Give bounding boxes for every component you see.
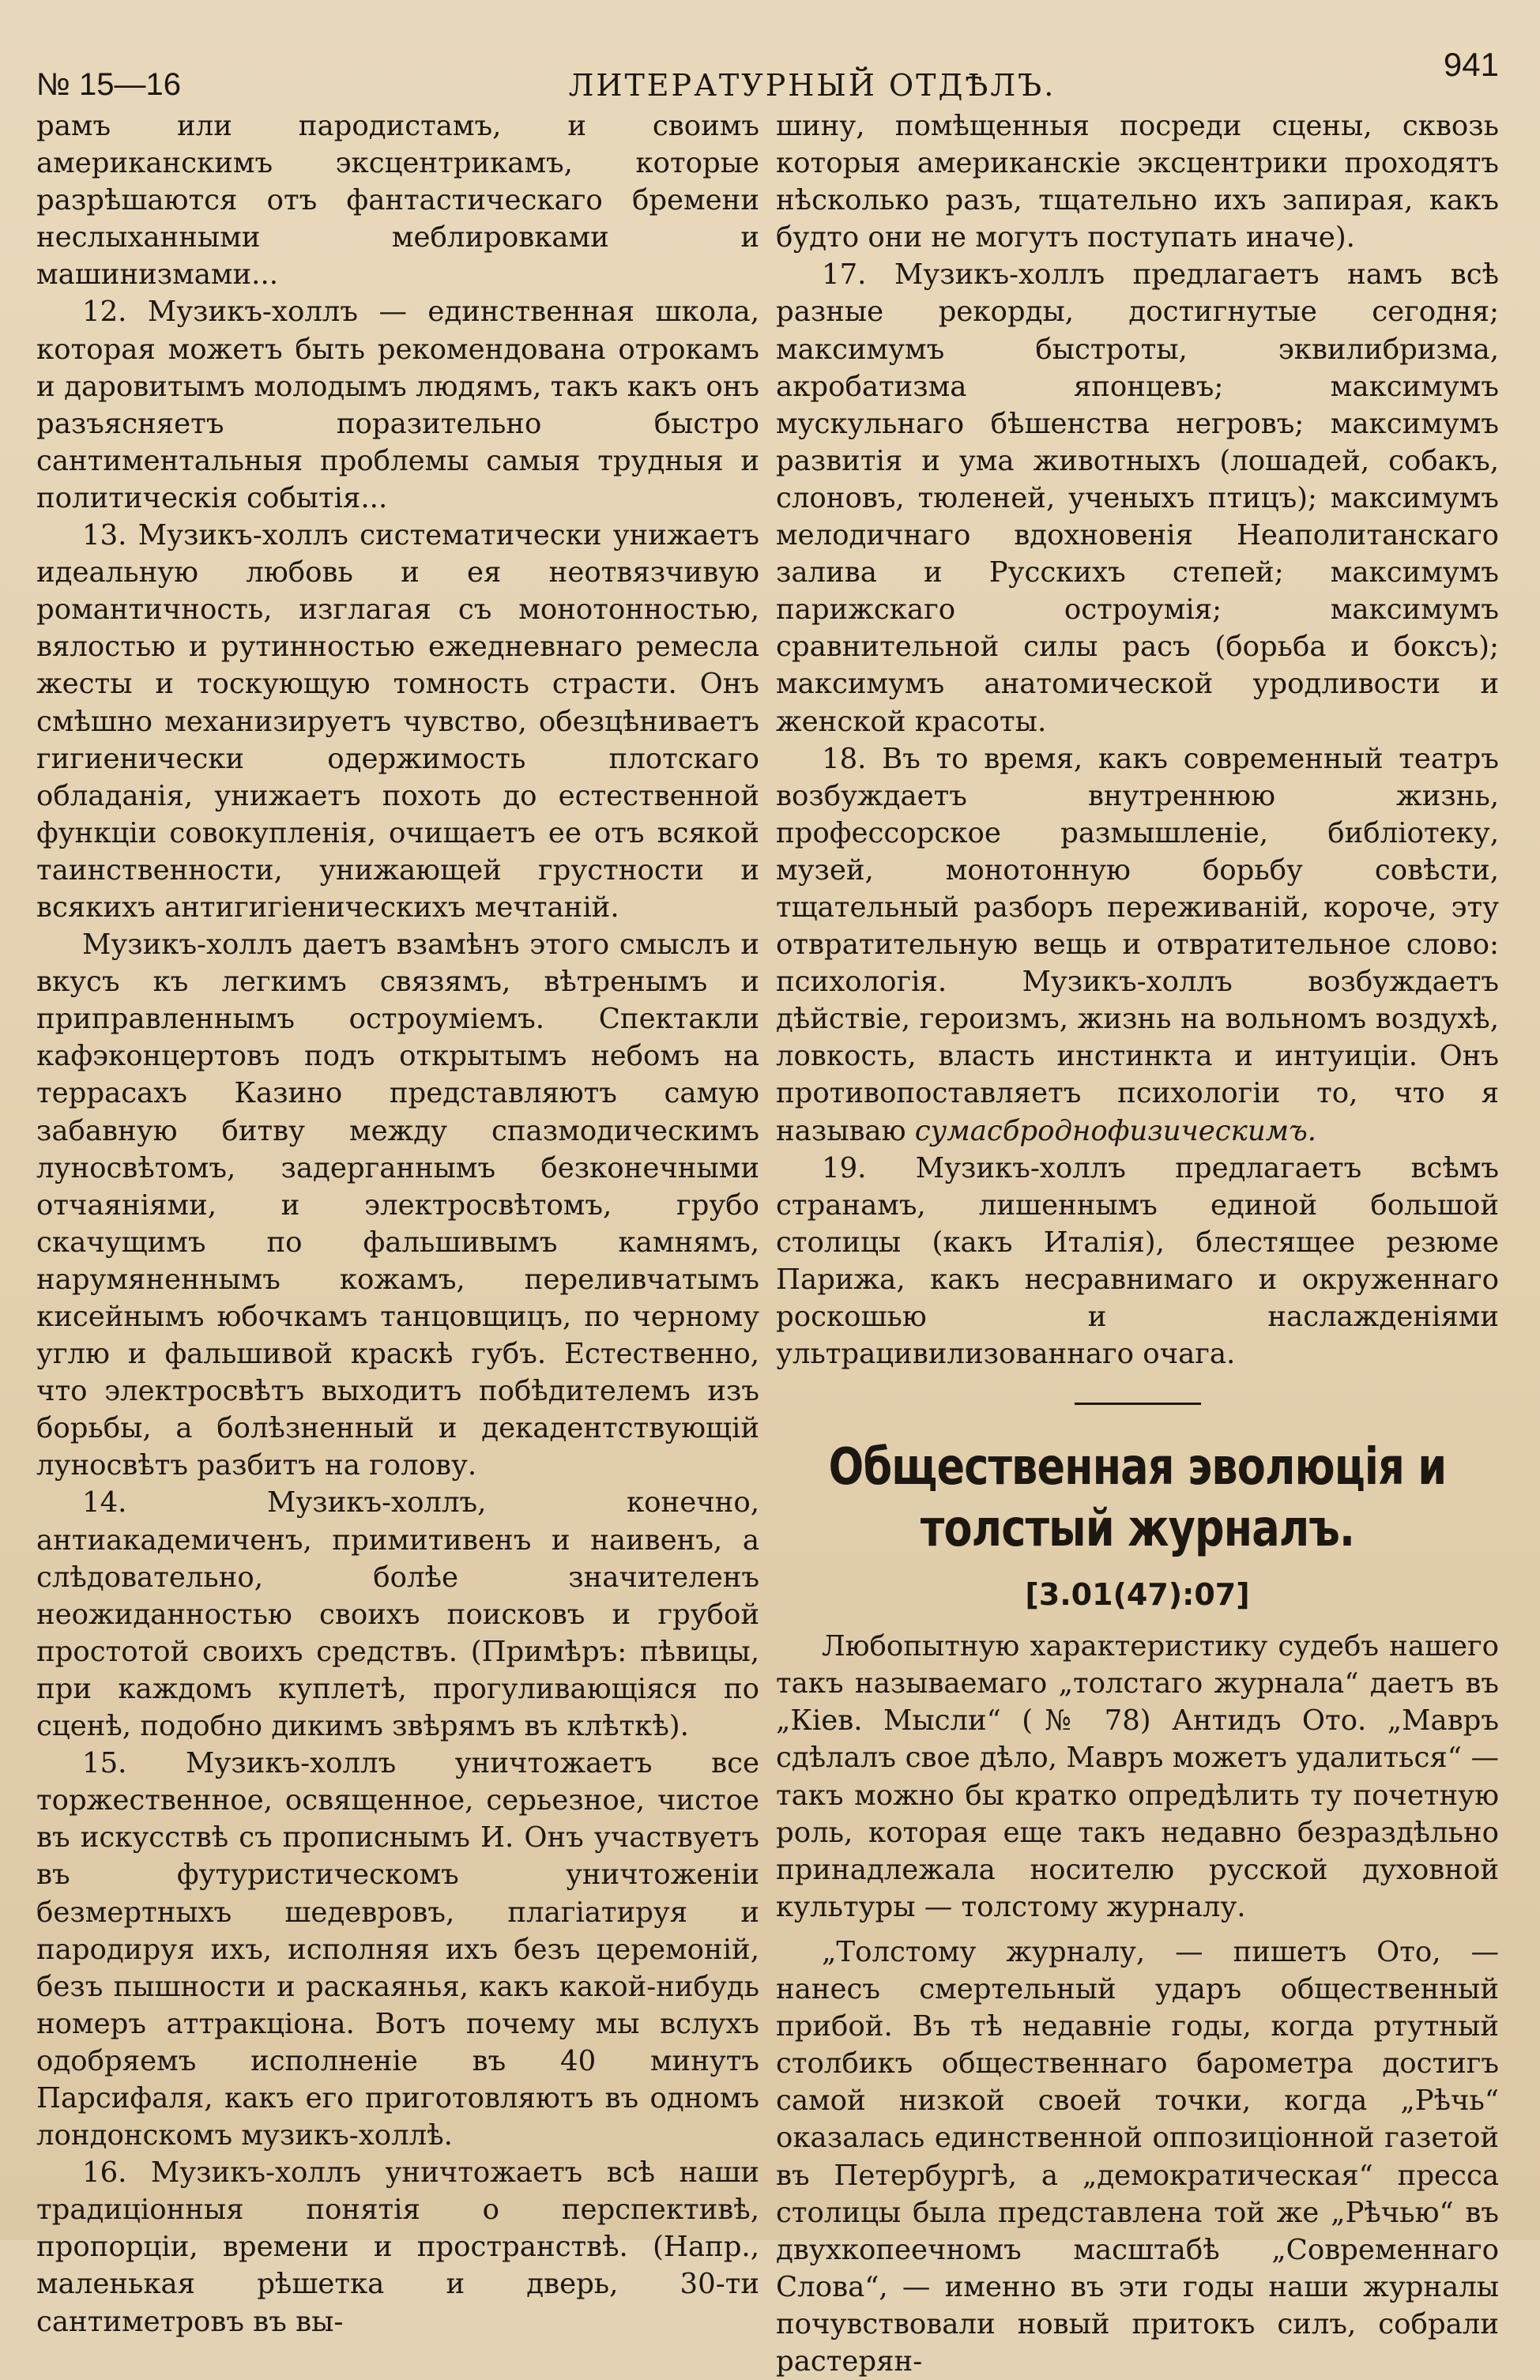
paragraph-14: 14. Музикъ-холлъ, конечно, антиакадемиченъ, примитивенъ и наивенъ, а слѣдовательно, болѣе значителенъ неожиданностью своихъ поисковъ и грубой простотой своихъ средствъ. (Примѣръ: пѣвицы, при каждомъ куплетѣ, прогуливающіяся по сценѣ, подобно дикимъ звѣрямъ въ клѣткѣ). — [36, 1486, 759, 1743]
paragraph-16: 16. Музикъ-холлъ уничтожаетъ всѣ наши традиціонныя понятія о перспективѣ, пропорціи, времени и пространствѣ. (Напр., маленькая рѣшетка и дверь, 30-ти сантиметровъ въ вы- — [36, 2156, 759, 2338]
text-columns — [36, 107, 1499, 2380]
paragraph-17: 17. Музикъ-холлъ предлагаетъ намъ всѣ разные рекорды, достигнутые сегодня; максимумъ быстроты, эквилибризма, акробатизма японцевъ; максимумъ мускульнаго бѣшенства негровъ; максимумъ развитія и ума животныхъ (лошадей, собакъ, слоновъ, тюленей, ученыхъ птицъ); максимумъ мелодичнаго вдохновенія Неаполитанскаго залива и Русскихъ степей; максимумъ парижскаго остроумія; максимумъ сравнительной силы расъ (борьба и боксъ); максимумъ анатомической уродливости и женской красоты. — [776, 258, 1499, 738]
paragraph-18 — [776, 740, 1499, 1150]
paragraph-13: 13. Музикъ-холлъ систематически унижаетъ идеальную любовь и ея неотвязчивую романтичность, изглагая съ монотонностью, вялостью и рутинностью ежедневнаго ремесла жесты и тоскующую томность страсти. Онъ смѣшно механизируетъ чувство, обезцѣниваетъ гигиенически одержимость плотскаго обладанія, унижаетъ похоть до естественной функціи совокупленія, очищаетъ ее отъ всякой таинственности, унижающей грустности и всякихъ антигигіеническихъ мечтаній. — [36, 519, 759, 924]
right-column — [776, 107, 1499, 2380]
article-paragraph-1: Любопытную характеристику судебъ нашего такъ называемаго „толстаго журнала“ даетъ въ „Кіев. Мысли“ (№ 78) Антидъ Ото. „Мавръ сдѣлалъ свое дѣло, Мавръ можетъ удалиться“ — такъ можно бы кратко опредѣлить ту почетную роль, которая еще такъ недавно безраздѣльно принадлежала носителю русской духовной культуры — толстому журналу. — [776, 1630, 1499, 1923]
page-header — [36, 40, 1499, 103]
paragraph-19: 19. Музикъ-холлъ предлагаетъ всѣмъ странамъ, лишеннымъ единой большой столицы (какъ Италія), блестящее резюме Парижа, какъ несравнимаго и окруженнаго роскошью и наслажденіями ультрацивилизованнаго очага. — [776, 1151, 1499, 1371]
section-title: ЛИТЕРАТУРНЫЙ ОТДѢЛЪ. — [568, 68, 1056, 103]
article-paragraph-2: „Толстому журналу, — пишетъ Ото, — нанесъ смертельный ударъ общественный прибой. Въ тѣ недавніе годы, когда ртутный столбикъ общественнаго барометра достигъ самой низкой своей точки, когда „Рѣчь“ оказалась единственной оппозиціонной газетой въ Петербургѣ, а „демократическая“ пресса столицы была представлена той же „Рѣчью“ въ двухкопеечномъ масштабѣ „Современнаго Слова“, — именно въ эти годы наши журналы почувствовали новый притокъ силъ, собрали растерян- — [776, 1935, 1499, 2378]
paragraph-12: 12. Музикъ-холлъ — единственная школа, которая можетъ быть рекомендована отрокамъ и даровитымъ молодымъ людямъ, такъ какъ онъ разъясняетъ поразительно быстро сантиментальныя проблемы самыя трудныя и политическія событія... — [36, 296, 759, 514]
issue-number: № 15—16 — [36, 67, 182, 102]
section-divider — [1075, 1403, 1201, 1405]
paragraph-18-text: 18. Въ то время, какъ современный театръ возбуждаетъ внутреннюю жизнь, профессорское размышленіе, библіотеку, музей, монотонную борьбу совѣсти, тщательный разборъ переживаній, короче, эту отвратительную вещь и отвратительное слово: психологія. Музикъ-холлъ возбуждаетъ дѣйствіе, героизмъ, жизнь на вольномъ воздухѣ, ловкость, власть инстинкта и интуиціи. Онъ противопоставляетъ психологіи то, что я называю — [776, 742, 1499, 1147]
page-number: 941 — [1443, 46, 1499, 83]
paragraph-16-cont: шину, помѣщенныя посреди сцены, сквозь которыя американскіе эксцентрики проходятъ нѣсколько разъ, тщательно ихъ запирая, какъ будто они не могутъ поступать иначе). — [776, 110, 1499, 254]
article-title: Общественная эволюція и толстый журналъ. — [828, 1438, 1447, 1559]
article-code: [3.01(47):07] — [1025, 1577, 1250, 1613]
paragraph-15: 15. Музикъ-холлъ уничтожаетъ все торжественное, освященное, серьезное, чистое въ искусствѣ съ прописнымъ И. Онъ участвуетъ въ футуристическомъ уничтоженіи безмертныхъ шедевровъ, плагіатируя и пародируя ихъ, исполняя ихъ безъ церемоній, безъ пышности и раскаянья, какъ какой-нибудь номеръ аттракціона. Вотъ почему мы вслухъ одобряемъ исполненіе въ 40 минутъ Парсифаля, какъ его приготовляютъ въ одномъ лондонскомъ музикъ-холлѣ. — [36, 1747, 759, 2152]
left-column — [36, 107, 759, 2380]
paragraph-13-cont: Музикъ-холлъ даетъ взамѣнъ этого смыслъ и вкусъ къ легкимъ связямъ, вѣтренымъ и приправленнымъ остроуміемъ. Спектакли кафэконцертовъ подъ открытымъ небомъ на террасахъ Казино представляютъ самую забавную битву между спазмодическимъ луносвѣтомъ, задерганнымъ безконечными отчаяніями, и электросвѣтомъ, грубо скачущимъ по фальшивымъ камнямъ, нарумяненнымъ кожамъ, переливчатымъ кисейнымъ юбочкамъ танцовщицъ, по черному углю и фальшивой краскѣ губъ. Естественно, что электросвѣтъ выходитъ побѣдителемъ изъ борьбы, а болѣзненный и декадентствующій луносвѣтъ разбитъ на голову. — [36, 928, 759, 1482]
paragraph-continued: рамъ или пародистамъ, и своимъ американскимъ эксцентрикамъ, которые разрѣшаются отъ фантастическаго бремени неслыханными меблировками и машинизмами... — [36, 110, 759, 292]
paragraph-18-italic: сумасброднофизическимъ. — [914, 1114, 1317, 1147]
